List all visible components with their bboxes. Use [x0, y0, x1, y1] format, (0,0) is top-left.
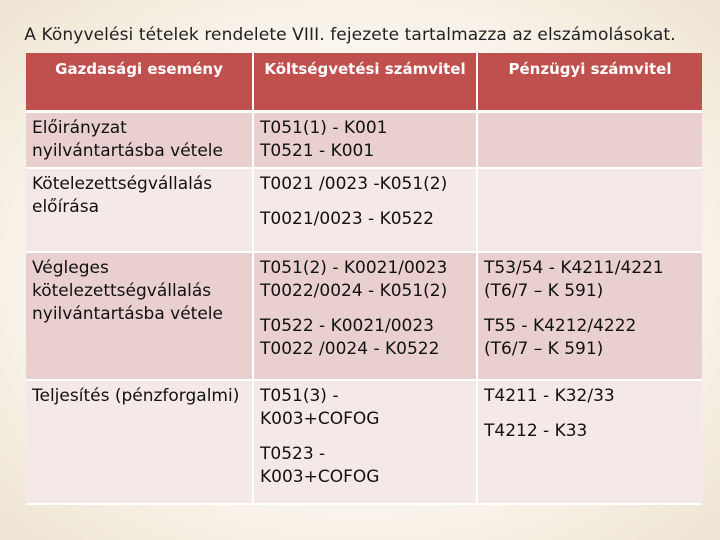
table-row	[26, 380, 702, 504]
accounting-table	[26, 53, 702, 505]
financial-cell: T4211 - K32/33 T4212 - K33	[477, 380, 702, 504]
table-header-row	[26, 53, 702, 112]
header-economic-event: Gazdasági esemény	[26, 53, 253, 112]
table-row	[26, 168, 702, 252]
budget-cell: T051(2) - K0021/0023 T0022/0024 - K051(2) T0522 - K0021/0023 T0022 /0024 - K0522	[253, 252, 477, 380]
budget-cell: T0021 /0023 -K051(2) T0021/0023 - K0522	[253, 168, 477, 252]
event-cell: Végleges kötelezettségvállalás nyilvántartásba vétele	[26, 252, 253, 380]
budget-cell: T051(1) - K001 T0521 - K001	[253, 112, 477, 169]
header-financial-accounting: Pénzügyi számvitel	[477, 53, 702, 112]
event-cell: Kötelezettségvállalás előírása	[26, 168, 253, 252]
table-row	[26, 252, 702, 380]
event-cell: Teljesítés (pénzforgalmi)	[26, 380, 253, 504]
financial-cell	[477, 112, 702, 169]
event-cell: Előirányzat nyilvántartásba vétele	[26, 112, 253, 169]
budget-cell: T051(3) - K003+COFOG T0523 - K003+COFOG	[253, 380, 477, 504]
header-budget-accounting: Költségvetési számvitel	[253, 53, 477, 112]
slide-title: A Könyvelési tételek rendelete VIII. fejezete tartalmazza az elszámolásokat.	[24, 25, 676, 45]
financial-cell	[477, 168, 702, 252]
table-row	[26, 112, 702, 169]
financial-cell: T53/54 - K4211/4221 (T6/7 – K 591) T55 - K4212/4222 (T6/7 – K 591)	[477, 252, 702, 380]
